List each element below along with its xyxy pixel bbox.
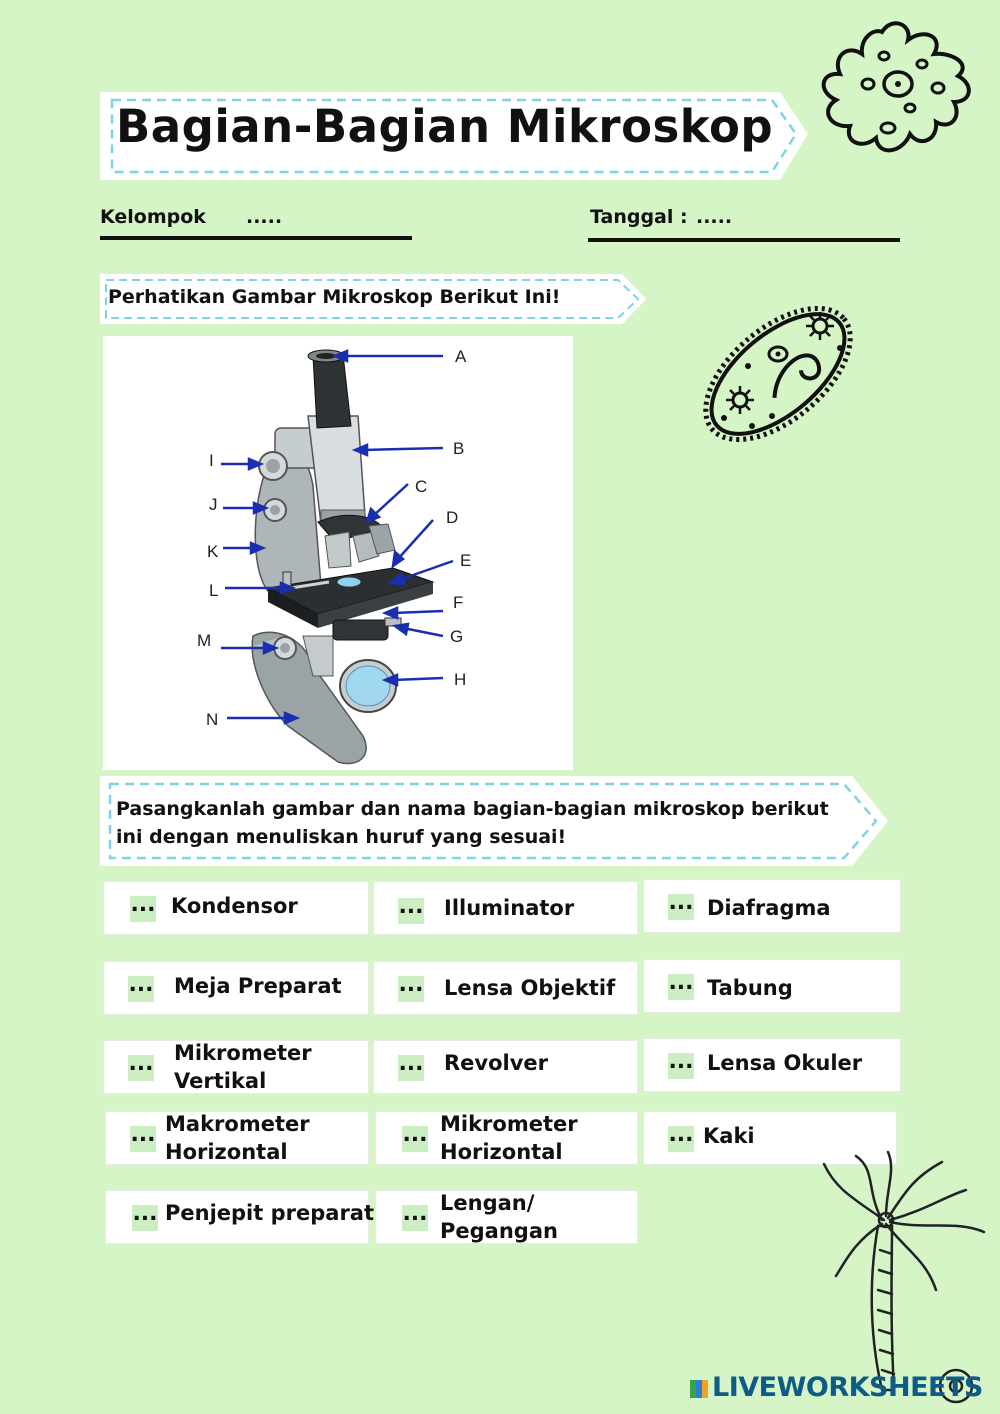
- date-value[interactable]: .....: [696, 206, 733, 228]
- group-value[interactable]: .....: [246, 206, 283, 228]
- fig-label-g: G: [450, 627, 464, 646]
- answer-label: Meja Preparat: [174, 974, 342, 998]
- answer-card-penjepit-preparat: [105, 1190, 375, 1244]
- answer-label-line2: Vertikal: [174, 1069, 267, 1093]
- fig-label-b: B: [453, 439, 465, 458]
- liveworksheets-logo: [690, 1372, 983, 1403]
- answer-input[interactable]: ...: [402, 1205, 428, 1231]
- answer-input[interactable]: ...: [130, 896, 156, 922]
- logo-icon: [690, 1380, 708, 1398]
- fig-label-h: H: [454, 670, 467, 689]
- answer-label-line2: Horizontal: [165, 1140, 288, 1164]
- answer-label-line1: Lengan/: [440, 1191, 535, 1215]
- answer-input[interactable]: ...: [668, 1126, 694, 1152]
- answer-input[interactable]: ...: [132, 1205, 158, 1231]
- answer-card-mikrometer-vertikal: [103, 1040, 369, 1094]
- fig-label-m: M: [197, 631, 212, 650]
- date-underline: [588, 238, 900, 242]
- paramecium-icon: [690, 286, 866, 462]
- amoeba-icon: [812, 14, 984, 162]
- answer-label: Kondensor: [171, 894, 298, 918]
- answer-label-line1: Mikrometer: [440, 1112, 578, 1136]
- answer-card-tabung: [643, 959, 901, 1013]
- answer-input[interactable]: ...: [402, 1126, 428, 1152]
- answer-input[interactable]: ...: [130, 1126, 156, 1152]
- answer-card-diafragma: [643, 879, 901, 933]
- fig-label-a: A: [455, 347, 467, 366]
- fig-label-l: L: [209, 581, 219, 600]
- answer-card-lensa-okuler: [643, 1038, 901, 1092]
- answer-label: Illuminator: [444, 896, 575, 920]
- date-label: Tanggal :: [590, 206, 688, 228]
- group-label: Kelompok: [100, 206, 206, 228]
- fig-label-n: N: [206, 710, 219, 729]
- answer-label: Diafragma: [707, 896, 831, 920]
- answer-label: Lensa Objektif: [444, 976, 616, 1000]
- answer-input[interactable]: ...: [668, 1053, 694, 1079]
- instruction1-text: Perhatikan Gambar Mikroskop Berikut Ini!: [108, 286, 561, 308]
- fig-label-e: E: [460, 551, 472, 570]
- microscope-figure: [103, 336, 573, 770]
- fig-label-c: C: [415, 477, 428, 496]
- fig-label-i: I: [209, 451, 214, 470]
- answer-card-mikrometer-horizontal: [375, 1111, 638, 1165]
- answer-input[interactable]: ...: [668, 974, 694, 1000]
- answer-label-line2: Pegangan: [440, 1219, 558, 1243]
- answer-card-lensa-objektif: [373, 961, 638, 1015]
- answer-card-meja-preparat: [103, 961, 369, 1015]
- fig-label-f: F: [453, 593, 464, 612]
- answer-input[interactable]: ...: [668, 894, 694, 920]
- answer-label: Tabung: [707, 976, 793, 1000]
- answer-label: Lensa Okuler: [707, 1051, 863, 1075]
- answer-label: Kaki: [703, 1124, 755, 1148]
- answer-card-lengan-pegangan: [375, 1190, 638, 1244]
- answer-input[interactable]: ...: [398, 1055, 424, 1081]
- answer-input[interactable]: ...: [398, 898, 424, 924]
- answer-label: Penjepit preparat: [165, 1201, 375, 1225]
- answer-input[interactable]: ...: [398, 976, 424, 1002]
- answer-label-line2: Horizontal: [440, 1140, 563, 1164]
- answer-card-makrometer-horizontal: [105, 1111, 369, 1165]
- answer-card-kondensor: [103, 881, 369, 935]
- fig-label-j: J: [209, 495, 218, 514]
- answer-card-illuminator: [373, 881, 638, 935]
- page-title: Bagian-Bagian Mikroskop: [116, 100, 774, 153]
- answer-input[interactable]: ...: [128, 1055, 154, 1081]
- instruction2-text: Pasangkanlah gambar dan nama bagian-bagian mikroskop berikut ini dengan menuliskan huruf yang sesuai!: [116, 798, 829, 848]
- fig-label-d: D: [446, 508, 459, 527]
- answer-label: Revolver: [444, 1051, 549, 1075]
- fig-label-k: K: [207, 542, 219, 561]
- answer-card-revolver: [373, 1040, 638, 1094]
- answer-label-line1: Mikrometer: [174, 1041, 312, 1065]
- logo-text: LIVEWORKSHEETS: [712, 1372, 983, 1403]
- answer-label-line1: Makrometer: [165, 1112, 310, 1136]
- group-underline: [100, 236, 412, 240]
- answer-input[interactable]: ...: [128, 976, 154, 1002]
